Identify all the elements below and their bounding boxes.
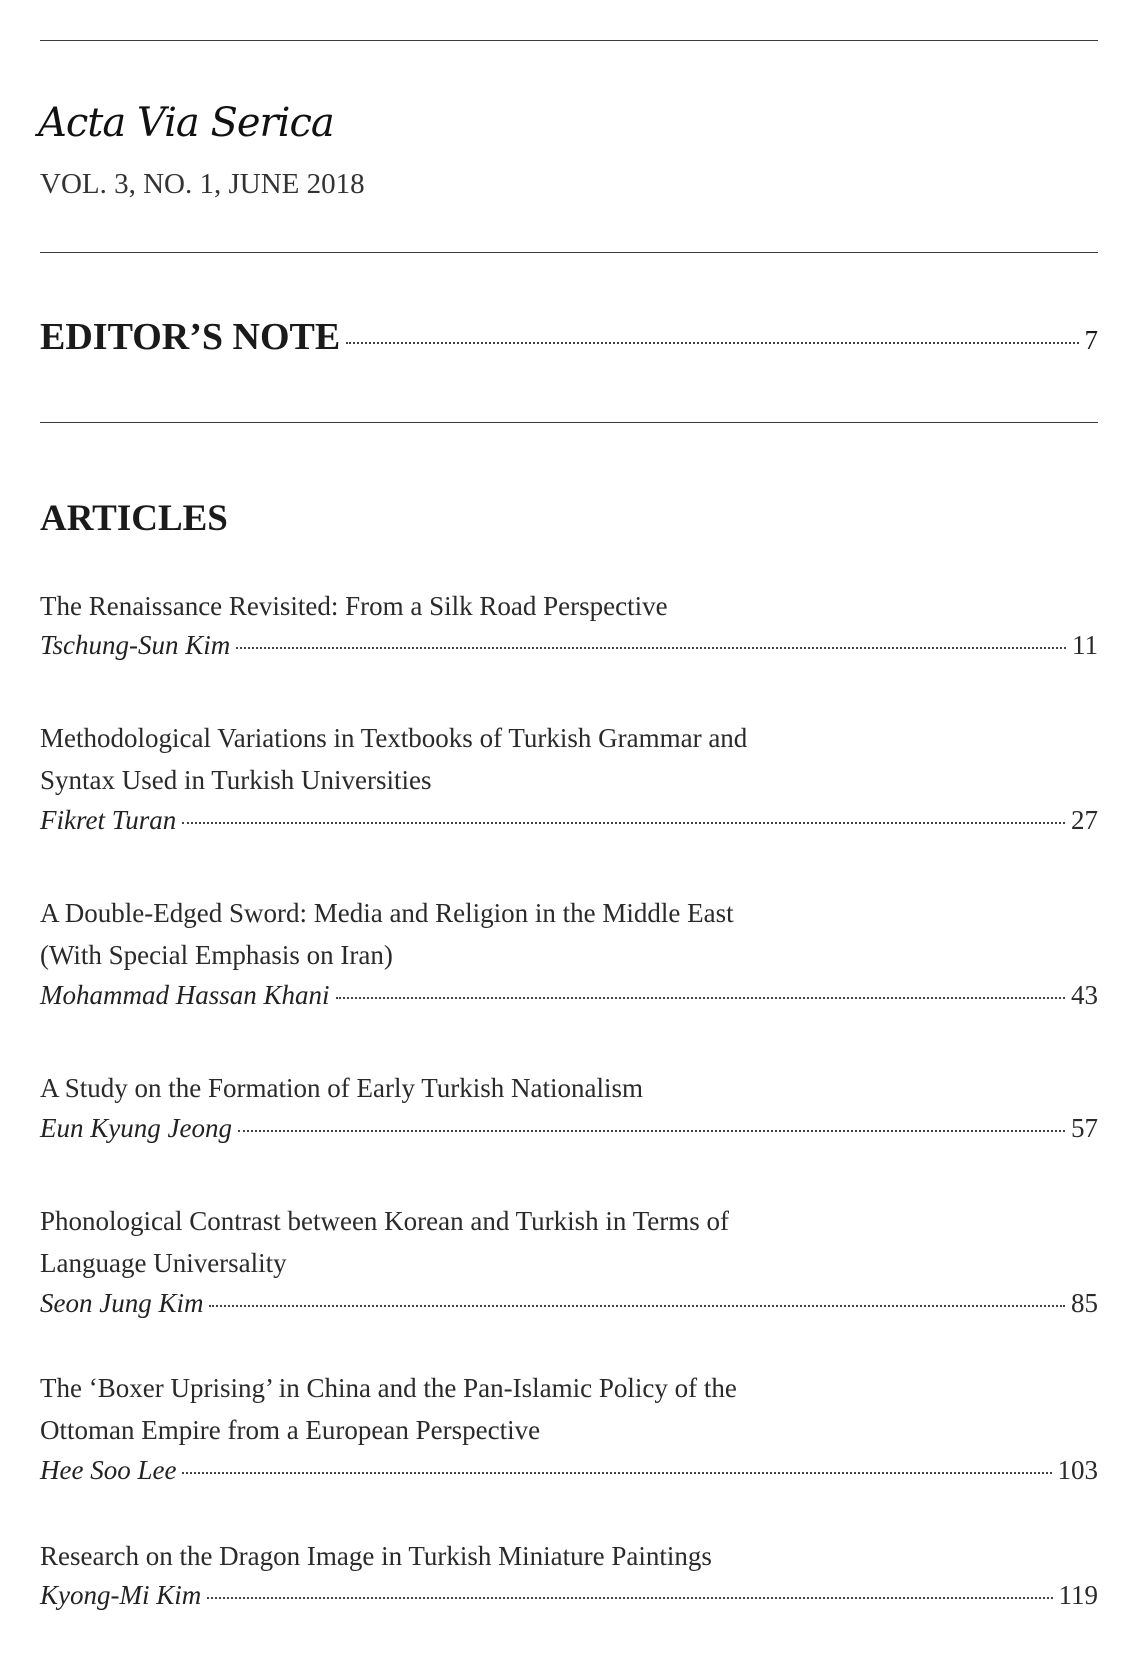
article-author: Fikret Turan (40, 805, 177, 835)
article-title-line: Research on the Dragon Image in Turkish Miniature Paintings (40, 1541, 712, 1571)
dot-leader (182, 1472, 1051, 1474)
editors-note-label: EDITOR’S NOTE (40, 316, 341, 358)
header-divider-rule (40, 252, 1098, 253)
article-title[interactable] (40, 1067, 643, 1109)
article-author: Eun Kyung Jeong (40, 1113, 232, 1143)
article-author-line[interactable] (40, 1580, 1098, 1611)
article-author-line[interactable] (40, 805, 1098, 836)
article-title[interactable] (40, 1367, 737, 1451)
article-title-line: Phonological Contrast between Korean and Turkish in Terms of (40, 1206, 730, 1236)
page-number: 7 (1084, 325, 1098, 355)
page-number: 27 (1071, 805, 1098, 835)
article-title-line: Methodological Variations in Textbooks of Turkish Grammar and (40, 723, 748, 753)
article-author: Hee Soo Lee (40, 1455, 177, 1485)
article-title-line: The Renaissance Revisited: From a Silk Road Perspective (40, 591, 668, 621)
article-author-line[interactable] (40, 980, 1098, 1011)
dot-leader (336, 997, 1065, 999)
article-title[interactable] (40, 892, 734, 976)
dot-leader (182, 822, 1065, 824)
journal-title: Acta Via Serica (38, 100, 334, 146)
page-number: 11 (1072, 630, 1098, 660)
top-rule (40, 40, 1098, 41)
page-number: 103 (1057, 1455, 1098, 1485)
article-author: Seon Jung Kim (40, 1288, 204, 1318)
article-author-line[interactable] (40, 630, 1098, 661)
article-author: Mohammad Hassan Khani (40, 980, 330, 1010)
page-number: 43 (1071, 980, 1098, 1010)
articles-heading: ARTICLES (40, 498, 228, 539)
article-author-line[interactable] (40, 1288, 1098, 1319)
dot-leader (238, 1130, 1065, 1132)
article-title[interactable] (40, 717, 747, 801)
article-author: Kyong-Mi Kim (40, 1580, 202, 1610)
article-title[interactable] (40, 1535, 712, 1577)
article-title-line: Ottoman Empire from a European Perspective (40, 1415, 541, 1445)
page-number: 85 (1071, 1288, 1098, 1318)
issue-line: VOL. 3, NO. 1, JUNE 2018 (40, 168, 365, 200)
article-author-line[interactable] (40, 1455, 1098, 1486)
article-title-line: The ‘Boxer Uprising’ in China and the Pan-Islamic Policy of the (40, 1373, 737, 1403)
article-title-line: Language Universality (40, 1248, 287, 1278)
article-title-line: Syntax Used in Turkish Universities (40, 765, 432, 795)
section-divider-rule (40, 422, 1098, 423)
article-title-line: A Double-Edged Sword: Media and Religion in the Middle East (40, 898, 734, 928)
dot-leader (209, 1305, 1065, 1307)
page-number: 119 (1058, 1580, 1098, 1610)
dot-leader (207, 1597, 1052, 1599)
article-title[interactable] (40, 1200, 729, 1284)
article-author: Tschung-Sun Kim (40, 630, 231, 660)
article-title-line: (With Special Emphasis on Iran) (40, 940, 393, 970)
article-title[interactable] (40, 585, 668, 627)
editors-note-entry[interactable] (40, 315, 1098, 359)
article-author-line[interactable] (40, 1113, 1098, 1144)
article-title-line: A Study on the Formation of Early Turkish Nationalism (40, 1073, 644, 1103)
dot-leader (236, 647, 1066, 649)
page-number: 57 (1071, 1113, 1098, 1143)
dot-leader (346, 342, 1078, 344)
